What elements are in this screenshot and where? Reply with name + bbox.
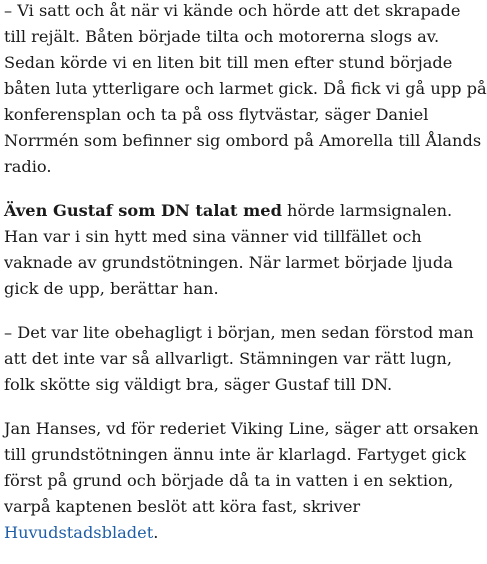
paragraph-text: Jan Hanses, vd för rederiet Viking Line, säger att orsaken till grundstötningen ännu inte är klarlagd. Fartyget gick först på grund och började då ta in vatten i en sektion, varpå kaptenen beslöt att köra fast, skriver	[4, 419, 479, 516]
paragraph-jan-hanses	[4, 416, 487, 546]
paragraph-daniel-quote	[4, 0, 487, 180]
paragraph-text: – Det var lite obehagligt i början, men sedan förstod man att det inte var så allvarligt. Stämningen var rätt lugn, folk skötte sig väldigt bra, säger Gustaf till DN.	[4, 323, 474, 394]
paragraph-text: hörde larmsignalen. Han var i sin hytt med sina vänner vid tillfället och vaknade av grundstötningen. När larmet började ljuda gick de upp, berättar han.	[4, 201, 453, 298]
paragraph-text: – Vi satt och åt när vi kände och hörde att det skrapade till rejält. Båten började tilta och motorerna slogs av. Sedan körde vi en liten bit till men efter stund började båten luta ytterligare och larmet gick. Då fick vi gå upp på konferensplan och ta på oss flytvästar, säger Daniel Norrmén som befinner sig ombord på Amorella till Ålands radio.	[4, 1, 487, 176]
paragraph-gustaf-intro	[4, 198, 487, 302]
paragraph-suffix: .	[153, 523, 159, 542]
huvudstadsbladet-link[interactable]: Huvudstadsbladet	[4, 523, 154, 542]
paragraph-gustaf-quote	[4, 320, 487, 398]
bold-lead-in: Även Gustaf som DN talat med	[4, 201, 282, 220]
